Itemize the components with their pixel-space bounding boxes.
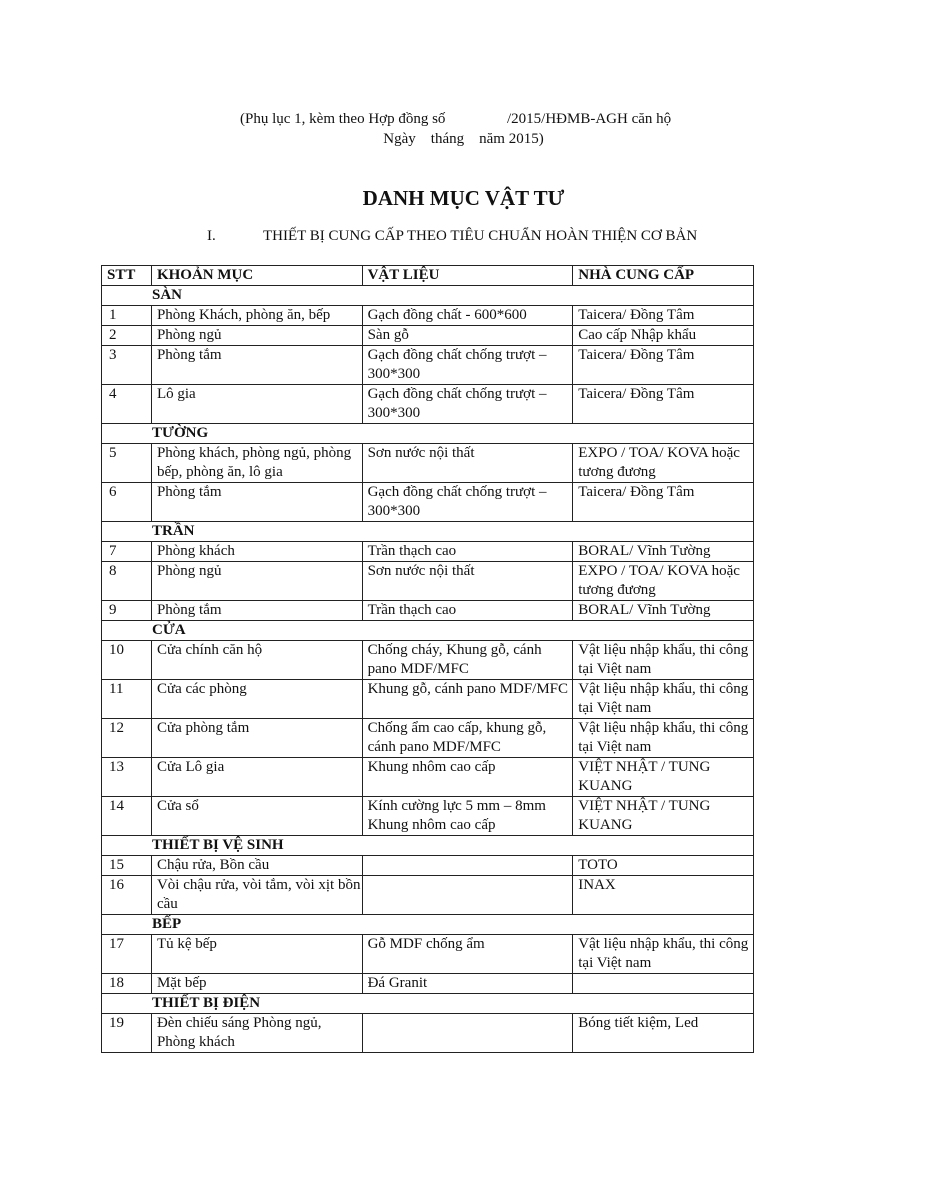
cell-item: Phòng ngủ [151,562,362,601]
cell-supplier: Taicera/ Đồng Tâm [573,483,754,522]
cell-item: Cửa chính căn hộ [151,641,362,680]
table-row [102,935,754,974]
table-row [102,326,754,346]
cell-stt: 2 [102,326,152,346]
page-title: DANH MỤC VẬT TƯ [362,186,565,210]
column-header-stt: STT [102,266,152,286]
cell-material: Đá Granit [362,974,573,994]
appendix-reference-part1: (Phụ lục 1, kèm theo Hợp đồng số [240,111,446,127]
cell-stt: 19 [102,1014,152,1053]
cell-supplier [573,974,754,994]
cell-item: Phòng tắm [151,601,362,621]
cell-stt: 7 [102,542,152,562]
cell-material [362,856,573,876]
cell-supplier: Vật liệu nhập khẩu, thi công tại Việt nam [573,680,754,719]
cell-supplier: Vật liệu nhập khẩu, thi công tại Việt nam [573,935,754,974]
table-row [102,444,754,483]
group-label: SÀN [102,286,754,306]
cell-stt: 10 [102,641,152,680]
table-row [102,1014,754,1053]
cell-supplier: EXPO / TOA/ KOVA hoặc tương đương [573,562,754,601]
cell-stt: 12 [102,719,152,758]
table-row [102,346,754,385]
cell-material: Sàn gỗ [362,326,573,346]
cell-item: Vòi chậu rửa, vòi tắm, vòi xịt bồn cầu [151,876,362,915]
cell-material: Sơn nước nội thất [362,562,573,601]
cell-stt: 5 [102,444,152,483]
cell-material: Khung gỗ, cánh pano MDF/MFC [362,680,573,719]
cell-material: Gạch đồng chất chống trượt – 300*300 [362,483,573,522]
cell-item: Phòng Khách, phòng ăn, bếp [151,306,362,326]
cell-item: Phòng khách, phòng ngủ, phòng bếp, phòng ăn, lô gia [151,444,362,483]
cell-supplier: Vật liệu nhập khẩu, thi công tại Việt nam [573,719,754,758]
group-row [102,522,754,542]
column-header-material: VẬT LIỆU [362,266,573,286]
cell-material: Gỗ MDF chống ẩm [362,935,573,974]
cell-supplier: Taicera/ Đồng Tâm [573,306,754,326]
table-row [102,641,754,680]
cell-material [362,1014,573,1053]
cell-supplier: BORAL/ Vĩnh Tường [573,601,754,621]
cell-material: Trần thạch cao [362,542,573,562]
table-row [102,876,754,915]
table-row [102,562,754,601]
column-header-item: KHOẢN MỤC [151,266,362,286]
group-row [102,424,754,444]
cell-material: Sơn nước nội thất [362,444,573,483]
cell-supplier: Cao cấp Nhập khẩu [573,326,754,346]
cell-supplier: Bóng tiết kiệm, Led [573,1014,754,1053]
table-row [102,856,754,876]
cell-material: Chống ẩm cao cấp, khung gỗ, cánh pano MDF/MFC [362,719,573,758]
cell-stt: 17 [102,935,152,974]
group-label: THIẾT BỊ VỆ SINH [102,836,754,856]
cell-stt: 9 [102,601,152,621]
appendix-reference-part2: /2015/HĐMB-AGH căn hộ [507,111,672,127]
cell-material: Kính cường lực 5 mm – 8mm Khung nhôm cao cấp [362,797,573,836]
group-label: THIẾT BỊ ĐIỆN [102,994,754,1014]
table-row [102,758,754,797]
group-label: TRẦN [102,522,754,542]
table-header-row [102,266,754,286]
table-row [102,601,754,621]
cell-item: Tủ kệ bếp [151,935,362,974]
cell-item: Chậu rửa, Bồn cầu [151,856,362,876]
cell-stt: 11 [102,680,152,719]
materials-table [101,265,754,1053]
group-label: TƯỜNG [102,424,754,444]
group-row [102,994,754,1014]
cell-item: Đèn chiếu sáng Phòng ngủ, Phòng khách [151,1014,362,1053]
table-row [102,306,754,326]
cell-supplier: VIỆT NHẬT / TUNG KUANG [573,758,754,797]
group-label: BẾP [102,915,754,935]
cell-stt: 8 [102,562,152,601]
cell-stt: 6 [102,483,152,522]
cell-item: Phòng tắm [151,483,362,522]
cell-item: Lô gia [151,385,362,424]
cell-material: Trần thạch cao [362,601,573,621]
cell-material: Chống cháy, Khung gỗ, cánh pano MDF/MFC [362,641,573,680]
cell-stt: 4 [102,385,152,424]
table-row [102,680,754,719]
cell-material: Khung nhôm cao cấp [362,758,573,797]
cell-supplier: INAX [573,876,754,915]
group-label: CỬA [102,621,754,641]
appendix-date-line: Ngày tháng năm 2015) [383,131,544,147]
cell-item: Cửa Lô gia [151,758,362,797]
cell-material [362,876,573,915]
cell-item: Phòng ngủ [151,326,362,346]
cell-stt: 3 [102,346,152,385]
cell-supplier: VIỆT NHẬT / TUNG KUANG [573,797,754,836]
section-number: I. [207,228,216,244]
group-row [102,286,754,306]
group-row [102,915,754,935]
cell-item: Phòng tắm [151,346,362,385]
cell-supplier: Taicera/ Đồng Tâm [573,346,754,385]
cell-supplier: BORAL/ Vĩnh Tường [573,542,754,562]
group-row [102,621,754,641]
cell-stt: 1 [102,306,152,326]
cell-stt: 15 [102,856,152,876]
cell-item: Cửa các phòng [151,680,362,719]
cell-item: Cửa phòng tắm [151,719,362,758]
cell-item: Mặt bếp [151,974,362,994]
cell-stt: 14 [102,797,152,836]
table-row [102,797,754,836]
table-row [102,483,754,522]
cell-material: Gạch đồng chất chống trượt – 300*300 [362,385,573,424]
table-row [102,542,754,562]
cell-supplier: TOTO [573,856,754,876]
cell-stt: 16 [102,876,152,915]
cell-stt: 18 [102,974,152,994]
table-row [102,719,754,758]
cell-stt: 13 [102,758,152,797]
group-row [102,836,754,856]
table-body [102,286,754,1053]
cell-supplier: Taicera/ Đồng Tâm [573,385,754,424]
cell-supplier: EXPO / TOA/ KOVA hoặc tương đương [573,444,754,483]
cell-supplier: Vật liệu nhập khẩu, thi công tại Việt nam [573,641,754,680]
column-header-supplier: NHÀ CUNG CẤP [573,266,754,286]
cell-item: Cửa sổ [151,797,362,836]
cell-material: Gạch đồng chất - 600*600 [362,306,573,326]
table-row [102,385,754,424]
cell-material: Gạch đồng chất chống trượt – 300*300 [362,346,573,385]
section-title: THIẾT BỊ CUNG CẤP THEO TIÊU CHUẨN HOÀN THIỆN CƠ BẢN [263,228,698,244]
table-row [102,974,754,994]
cell-item: Phòng khách [151,542,362,562]
